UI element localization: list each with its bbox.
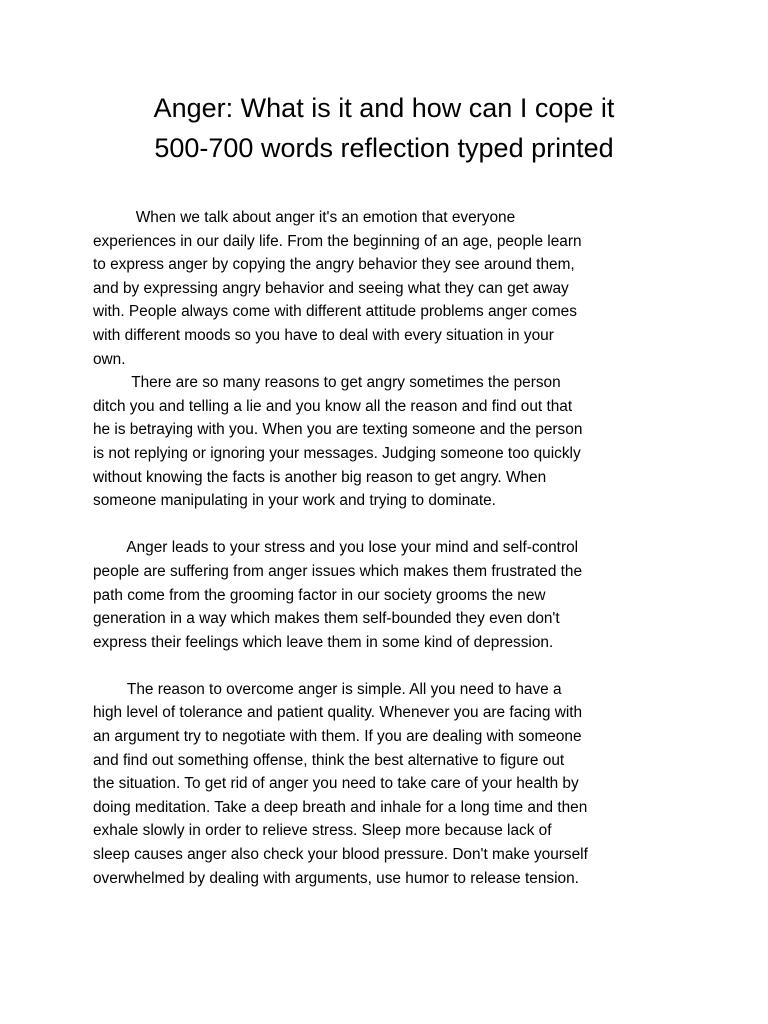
paragraph-line: high level of tolerance and patient quality. Whenever you are facing with bbox=[93, 704, 583, 722]
paragraph-line: an argument try to negotiate with them. If you are dealing with someone bbox=[93, 728, 582, 746]
paragraph-spacer bbox=[93, 654, 683, 678]
paragraph-2 bbox=[93, 371, 683, 513]
paragraph-line: own. bbox=[93, 350, 126, 368]
paragraph-line: Anger leads to your stress and you lose your mind and self-control bbox=[93, 539, 579, 557]
paragraph-line: overwhelmed by dealing with arguments, use humor to release tension. bbox=[93, 869, 579, 887]
paragraph-3 bbox=[93, 536, 683, 654]
paragraph-line: The reason to overcome anger is simple. All you need to have a bbox=[93, 680, 562, 698]
paragraph-4 bbox=[93, 678, 683, 890]
paragraph-line: someone manipulating in your work and trying to dominate. bbox=[93, 492, 496, 510]
title-line-1: Anger: What is it and how can I cope it bbox=[153, 93, 615, 123]
paragraph-line: without knowing the facts is another big reason to get angry. When bbox=[93, 468, 547, 486]
paragraph-line: to express anger by copying the angry behavior they see around them, bbox=[93, 256, 575, 274]
paragraph-line: the situation. To get rid of anger you need to take care of your health by bbox=[93, 775, 579, 793]
document-body bbox=[93, 206, 683, 890]
paragraph-line: experiences in our daily life. From the beginning of an age, people learn bbox=[93, 232, 582, 250]
paragraph-line: people are suffering from anger issues which makes them frustrated the bbox=[93, 562, 583, 580]
paragraph-line: There are so many reasons to get angry sometimes the person bbox=[93, 374, 561, 392]
title-line-2: 500-700 words reflection typed printed bbox=[154, 133, 614, 163]
paragraph-line: When we talk about anger it's an emotion that everyone bbox=[93, 209, 516, 226]
document-title bbox=[60, 88, 708, 168]
paragraph-line: sleep causes anger also check your blood pressure. Don't make yourself bbox=[93, 846, 588, 864]
paragraph-line: is not replying or ignoring your messages. Judging someone too quickly bbox=[93, 444, 581, 462]
paragraph-line: path come from the grooming factor in our society grooms the new bbox=[93, 586, 546, 604]
paragraph-line: doing meditation. Take a deep breath and inhale for a long time and then bbox=[93, 798, 588, 816]
paragraph-line: exhale slowly in order to relieve stress. Sleep more because lack of bbox=[93, 822, 552, 840]
paragraph-line: and find out something offense, think the best alternative to figure out bbox=[93, 751, 565, 769]
paragraph-line: he is betraying with you. When you are texting someone and the person bbox=[93, 421, 583, 439]
paragraph-spacer bbox=[93, 513, 683, 537]
paragraph-line: generation in a way which makes them self-bounded they even don't bbox=[93, 610, 560, 628]
paragraph-line: with different moods so you have to deal with every situation in your bbox=[93, 326, 554, 344]
paragraph-line: express their feelings which leave them in some kind of depression. bbox=[93, 633, 554, 651]
paragraph-line: with. People always come with different attitude problems anger comes bbox=[93, 303, 577, 321]
paragraph-line: and by expressing angry behavior and seeing what they can get away bbox=[93, 279, 569, 297]
paragraph-1 bbox=[93, 206, 683, 371]
paragraph-line: ditch you and telling a lie and you know all the reason and find out that bbox=[93, 397, 573, 415]
